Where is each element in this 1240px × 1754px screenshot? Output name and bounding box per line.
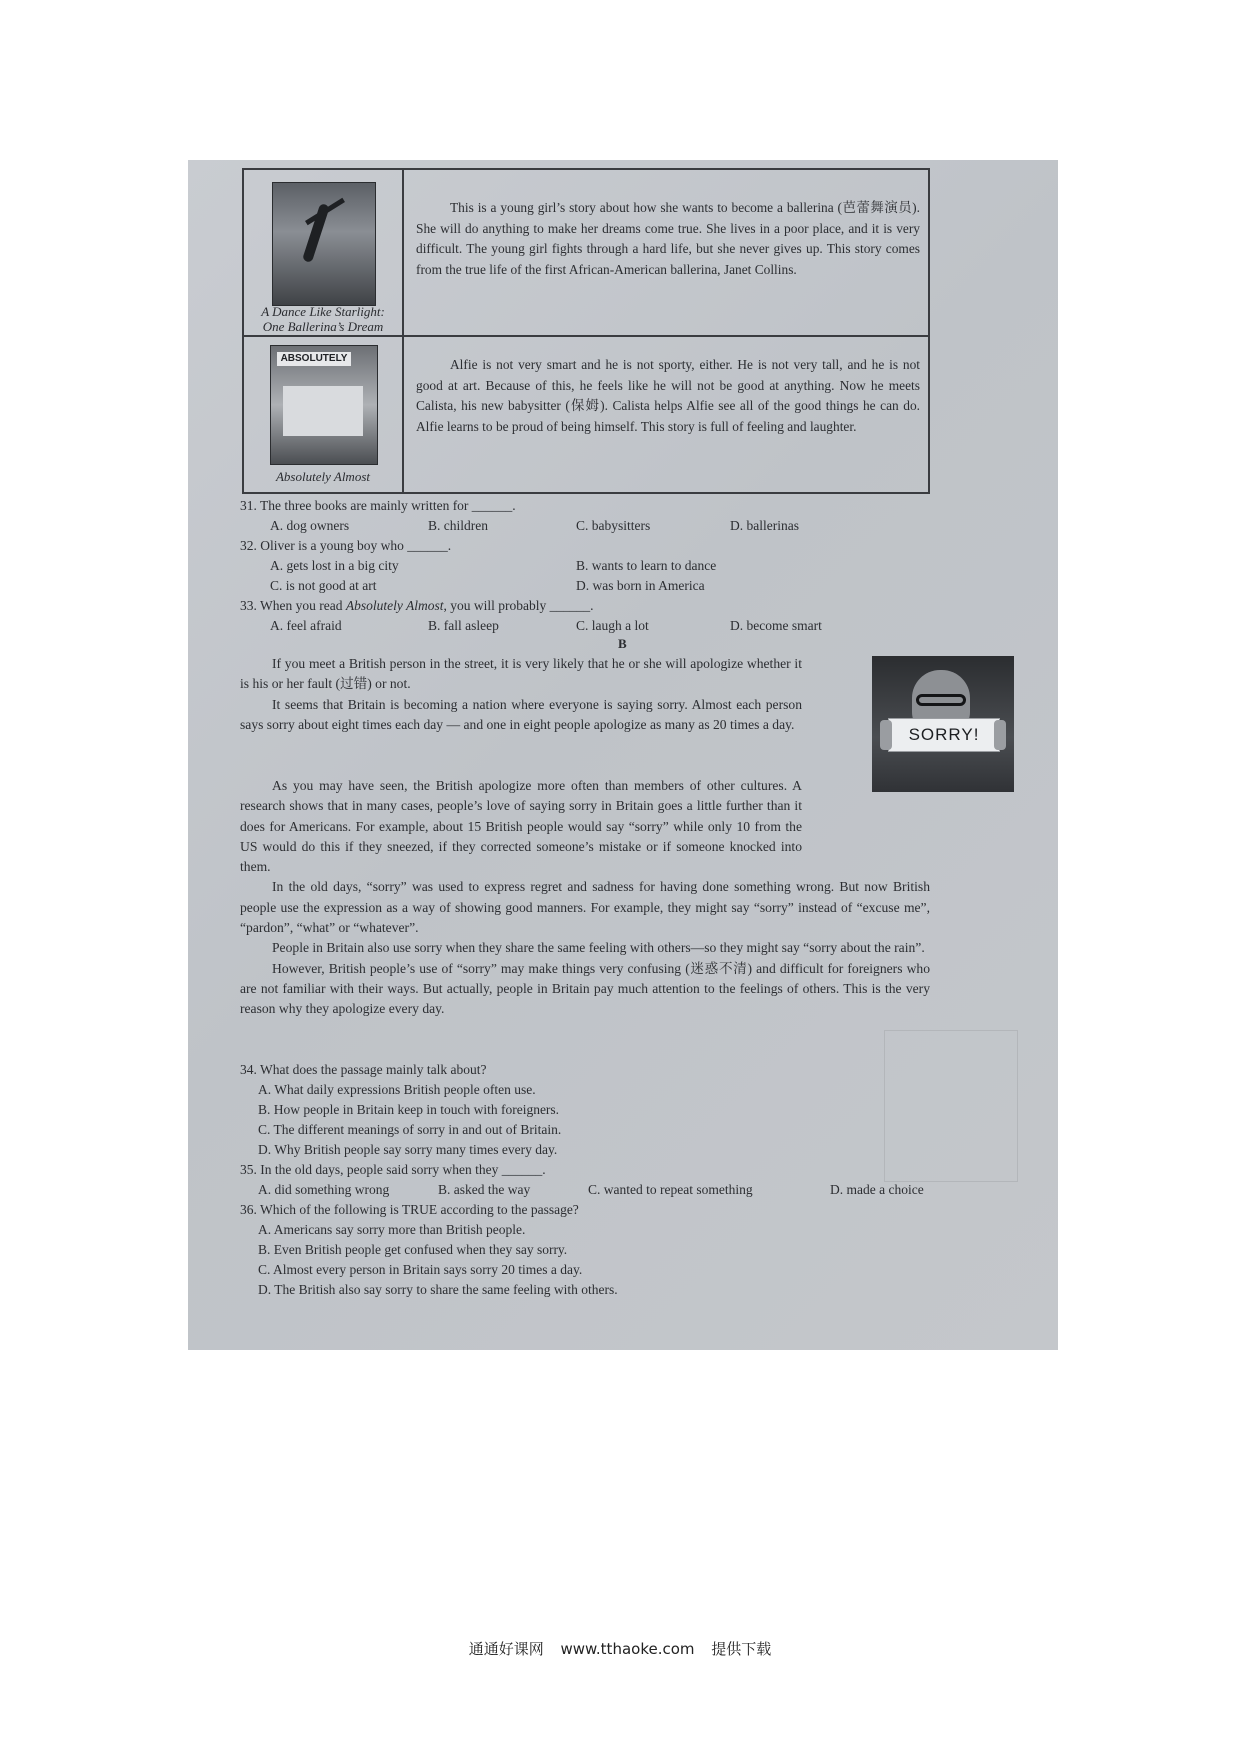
question-32: 32. Oliver is a young boy who ______. [240, 538, 452, 553]
book-caption-2: Absolutely Almost [275, 469, 370, 484]
passage-p3: As you may have seen, the British apologize more often than members of other cultures. A research shows that in many cases, people’s love of saying sorry in Britain goes a little further than it does for Americans. For example, about 15 British people would say “sorry” while only 10 from the US would do this if they sneezed, if they corrected someone’s mistake or if someone knocked into them. [240, 778, 802, 875]
passage-p2: It seems that Britain is becoming a nation where everyone is saying sorry. Almost each person says sorry about eight times each day — and one in eight people apologize as many as 20 times a day. [240, 696, 802, 732]
q33-option-b: B. fall asleep [428, 618, 499, 633]
footer-site-name: 通通好课网 [468, 1640, 544, 1658]
passage-p1: If you meet a British person in the street, it is very likely that he or she will apologize whether it is his or her fault (过错) or not. [240, 656, 802, 692]
section-b-heading: B [618, 636, 627, 651]
passage-p6: However, British people’s use of “sorry” may make things very confusing (迷惑不清) and difficult for foreigners who are not familiar with their ways. But actually, people in Britain pay much attention to the feelings of others. This is the very reason why they apologize every day. [240, 960, 930, 1017]
exam-page-photo [188, 160, 1058, 1350]
cover-block [283, 386, 363, 436]
passage-p4: In the old days, “sorry” was used to express regret and sadness for having done something wrong. But now British people use the expression as a way of showing good manners. For example, they might say “sorry” instead of “excuse me”, “pardon”, “what” or “whatever”. [240, 879, 930, 936]
q31-option-b: B. children [428, 518, 488, 533]
q34-option-c: C. The different meanings of sorry in and out of Britain. [258, 1122, 562, 1137]
photo-right-hand [994, 720, 1006, 750]
cover-cell-1 [244, 170, 404, 335]
q35-option-d: D. made a choice [830, 1182, 924, 1197]
book-cover-dancer-image [272, 182, 376, 306]
q31-option-a: A. dog owners [270, 518, 350, 533]
cover-cell-2 [244, 337, 404, 494]
photo-left-hand [880, 720, 892, 750]
question-31: 31. The three books are mainly written for ______. [240, 498, 516, 513]
q32-option-a: A. gets lost in a big city [270, 558, 399, 573]
question-34: 34. What does the passage mainly talk about? [240, 1062, 487, 1077]
book-cover-absolutely-image [270, 345, 378, 465]
bleed-through-box [884, 1030, 1018, 1182]
passage-p5: People in Britain also use sorry when they share the same feeling with others—so they might say “sorry about the rain”. [272, 940, 925, 956]
q35-option-a: A. did something wrong [258, 1182, 390, 1197]
passage-b [240, 654, 802, 735]
question-36: 36. Which of the following is TRUE according to the passage? [240, 1202, 579, 1217]
question-35: 35. In the old days, people said sorry when they ______. [240, 1162, 546, 1177]
q32-option-c: C. is not good at art [270, 578, 377, 593]
book-row-2 [244, 337, 928, 494]
book-row-1 [244, 170, 928, 337]
q36-option-c: C. Almost every person in Britain says sorry 20 times a day. [258, 1262, 583, 1277]
book-caption-1b: One Ballerina’s Dream [262, 319, 384, 334]
q35-option-b: B. asked the way [438, 1182, 531, 1197]
q33-option-d: D. become smart [730, 618, 822, 633]
footer-suffix: 提供下载 [711, 1640, 772, 1658]
q36-option-b: B. Even British people get confused when they say sorry. [258, 1242, 568, 1257]
q33-stem-pre: 33. When you read [240, 598, 346, 613]
passage-b-cont [240, 776, 930, 1020]
book-table [242, 168, 930, 494]
q31-option-d: D. ballerinas [730, 518, 799, 533]
book-caption-1a: A Dance Like Starlight: [261, 304, 385, 319]
q32-option-d: D. was born in America [576, 578, 705, 593]
q36-option-d: D. The British also say sorry to share the same feeling with others. [258, 1282, 618, 1297]
sorry-man-photo [872, 656, 1014, 792]
photo-glasses [916, 694, 966, 706]
q34-option-d: D. Why British people say sorry many times every day. [258, 1142, 558, 1157]
q36-option-a: A. Americans say sorry more than British people. [258, 1222, 526, 1237]
question-33 [240, 598, 593, 614]
book-blurb-1-text: This is a young girl’s story about how she wants to become a ballerina (芭蕾舞演员). She will do anything to make her dreams come true. She lives in a poor place, and it is very difficult. The young girl fights through a hard life, but she never gives up. This story comes from the true life of the first African-American ballerina, Janet Collins. [416, 200, 920, 277]
q31-option-c: C. babysitters [576, 518, 651, 533]
q33-stem-title: Absolutely Almost [345, 598, 444, 613]
download-footer [0, 1638, 1240, 1659]
footer-url[interactable]: www.tthaoke.com [560, 1640, 695, 1658]
q32-option-b: B. wants to learn to dance [576, 558, 717, 573]
book-blurb-1 [416, 198, 920, 280]
q33-option-a: A. feel afraid [270, 618, 342, 633]
book-blurb-2-text: Alfie is not very smart and he is not sporty, either. He is not very tall, and he is not good at art. Because of this, he feels like he will not be good at anything. Now he meets Calista, his new babysitter (保姆). Calista helps Alfie see all of the good things he can do. Alfie learns to be proud of being himself. This story is full of feeling and laughter. [416, 357, 920, 434]
cover-banner: ABSOLUTELY [277, 352, 351, 366]
book-blurb-2 [416, 355, 920, 437]
q34-option-b: B. How people in Britain keep in touch with foreigners. [258, 1102, 560, 1117]
q33-option-c: C. laugh a lot [576, 618, 649, 633]
sorry-sign: SORRY! [888, 718, 1000, 752]
q33-stem-post: , you will probably ______. [443, 598, 594, 613]
q35-option-c: C. wanted to repeat something [588, 1182, 753, 1197]
q34-option-a: A. What daily expressions British people often use. [258, 1082, 536, 1097]
